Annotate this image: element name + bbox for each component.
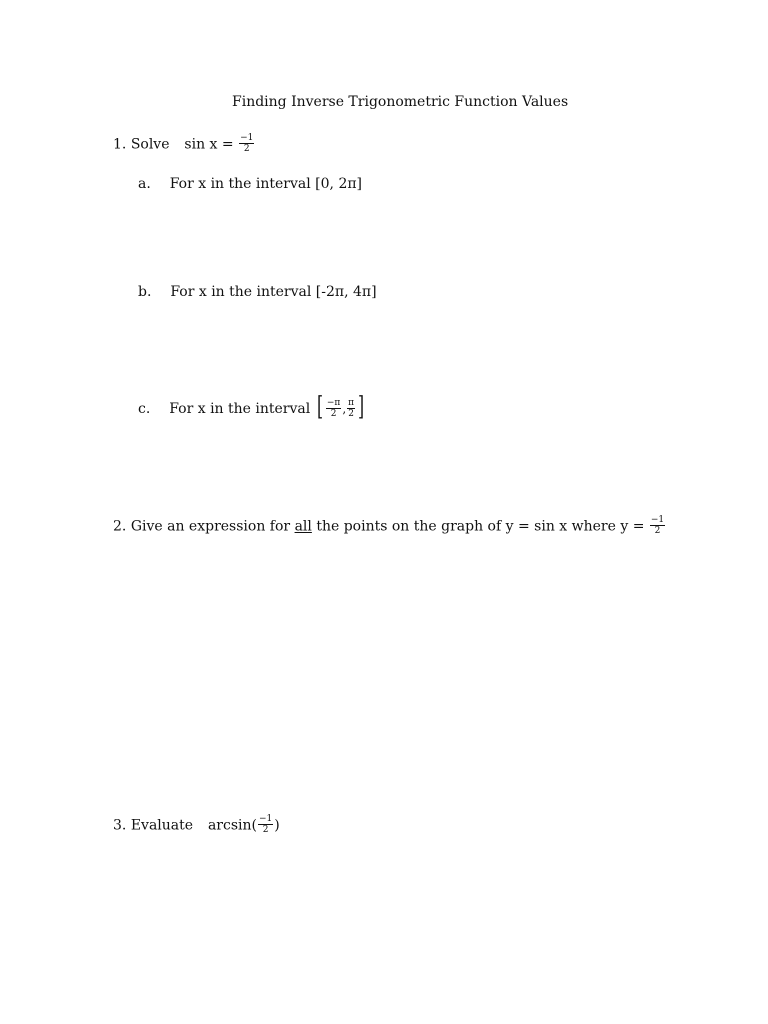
- question-3: [113, 815, 280, 836]
- q1c-lower-fraction: [326, 398, 341, 419]
- q1c-lower-denominator: 2: [330, 408, 337, 419]
- q1-number: 1.: [113, 136, 127, 153]
- q1-part-c: [138, 392, 366, 422]
- q3-number: 3.: [113, 817, 127, 834]
- q1c-upper-numerator: π: [348, 397, 355, 408]
- q1b-label: b.: [138, 284, 152, 300]
- q1c-lower-numerator: −π: [326, 397, 341, 408]
- q1-fraction: [239, 133, 254, 154]
- q2-underlined-word: all: [294, 518, 312, 535]
- comma: ,: [342, 402, 347, 416]
- question-2: [113, 516, 666, 537]
- q1-verb: Solve: [130, 136, 170, 153]
- q3-close-paren: ): [274, 817, 280, 834]
- q2-text-after: the points on the graph of y = sin x where y =: [316, 518, 645, 535]
- q2-fraction-denominator: 2: [654, 526, 661, 536]
- q1a-text: For x in the interval [0, 2π]: [169, 176, 363, 192]
- q3-fraction-denominator: 2: [262, 825, 269, 835]
- q3-verb: Evaluate: [130, 817, 194, 834]
- q1-part-b: [138, 284, 377, 300]
- page-title: Finding Inverse Trigonometric Function Values: [232, 94, 569, 110]
- q1c-label: c.: [138, 401, 151, 417]
- q1c-text: For x in the interval: [169, 401, 311, 417]
- q1c-upper-denominator: 2: [348, 408, 354, 419]
- q2-fraction-numerator: −1: [650, 515, 665, 525]
- left-bracket: [: [316, 392, 323, 422]
- q3-function: arcsin(: [207, 817, 257, 834]
- q2-fraction: [650, 515, 665, 536]
- q2-number: 2.: [113, 518, 127, 535]
- q3-fraction: [258, 814, 273, 835]
- q1b-text: For x in the interval [-2π, 4π]: [170, 284, 377, 300]
- q1-fraction-numerator: −1: [240, 133, 254, 143]
- q1-fraction-denominator: 2: [243, 144, 250, 154]
- q1-part-a: [138, 176, 362, 192]
- q2-text-before: Give an expression for: [130, 518, 291, 535]
- q1a-label: a.: [138, 176, 151, 192]
- question-1: [113, 134, 255, 155]
- q1-equation: sin x =: [184, 136, 234, 153]
- right-bracket: ]: [358, 392, 365, 422]
- q1c-upper-fraction: [347, 398, 355, 419]
- q3-fraction-numerator: −1: [258, 814, 273, 824]
